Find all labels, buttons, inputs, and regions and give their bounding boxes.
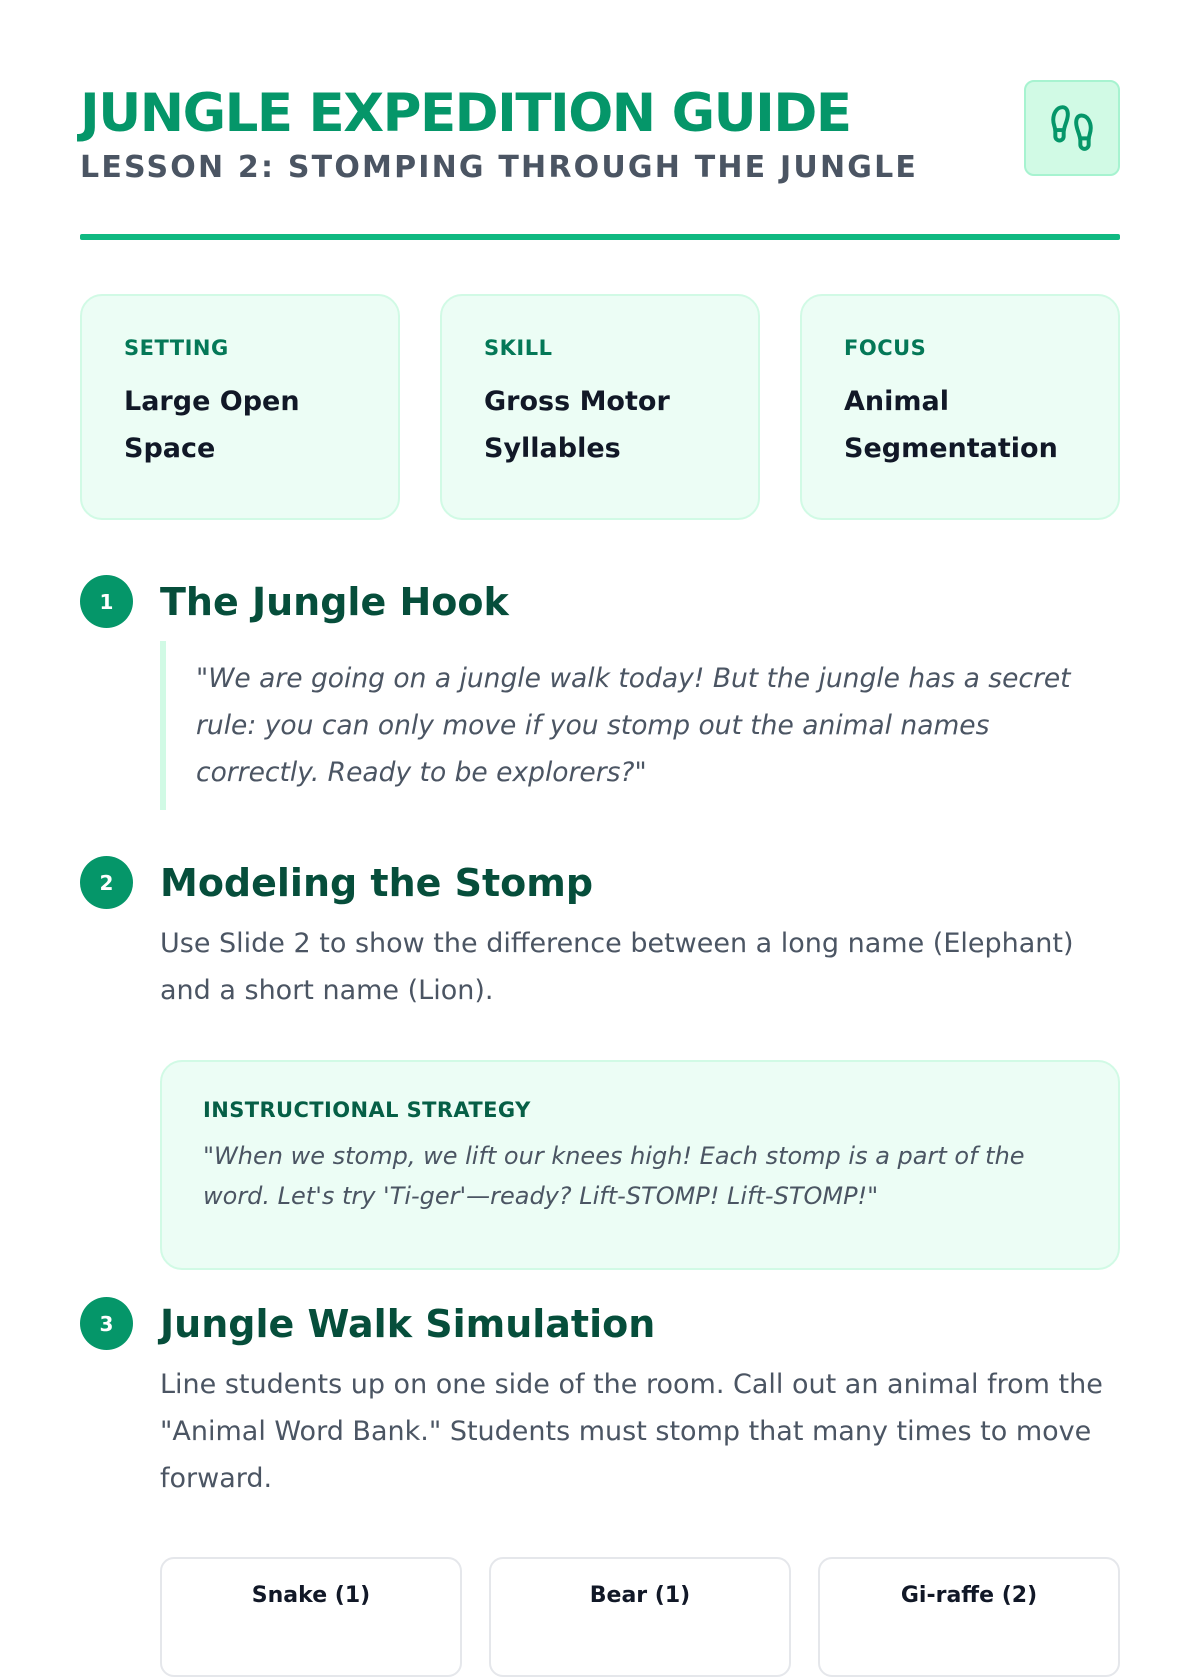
info-card-label: FOCUS [844, 336, 927, 360]
section-title: Modeling the Stomp [160, 861, 594, 905]
step-number-badge: 3 [80, 1297, 133, 1350]
info-card-value: Gross Motor Syllables [484, 386, 670, 464]
hook-quote: "We are going on a jungle walk today! But the jungle has a secret rule: you can only move if you stomp out the animal names correctly. Ready to be explorers?" [160, 641, 1108, 810]
lesson-subtitle: LESSON 2: STOMPING THROUGH THE JUNGLE [80, 150, 919, 185]
strategy-label: INSTRUCTIONAL STRATEGY [203, 1098, 531, 1122]
section-header [80, 575, 1120, 631]
section-modeling-stomp [80, 856, 1120, 1210]
info-card-label: SETTING [124, 336, 229, 360]
step-number-badge: 2 [80, 856, 133, 909]
animal-word-bank [160, 1557, 1120, 1677]
step-number-badge: 1 [80, 575, 133, 628]
lesson-page [80, 0, 1120, 1608]
section-jungle-walk [80, 1297, 1120, 1608]
info-card-value: Large Open Space [124, 386, 300, 464]
info-card-skill [440, 294, 760, 520]
info-card-focus [800, 294, 1120, 520]
section-header [80, 1297, 1120, 1353]
page-title: JUNGLE EXPEDITION GUIDE [80, 83, 851, 144]
section-title: The Jungle Hook [160, 580, 509, 624]
section-body-text: Line students up on one side of the room. Call out an animal from the "Animal Word Bank." Students must stomp that many times to move forward. [160, 1369, 1103, 1494]
info-card-label: SKILL [484, 336, 553, 360]
info-card-value: Animal Segmentation [844, 386, 1058, 464]
section-header [80, 856, 1120, 912]
section-body-text: Use Slide 2 to show the difference between a long name (Elephant) and a short name (Lion). [160, 928, 1074, 1006]
section-jungle-hook [80, 575, 1120, 788]
header-divider [80, 234, 1120, 240]
instructional-strategy-box [160, 1060, 1120, 1270]
animal-card [160, 1557, 462, 1677]
animal-name: Bear (1) [589, 1583, 691, 1608]
page-header [80, 0, 1120, 238]
footprints-icon [1024, 80, 1120, 176]
animal-card [818, 1557, 1120, 1677]
section-title: Jungle Walk Simulation [160, 1302, 656, 1346]
info-card-setting [80, 294, 400, 520]
strategy-text: "When we stomp, we lift our knees high! Each stomp is a part of the word. Let's try 'Ti-ger'—ready? Lift-STOMP! Lift-STOMP!" [203, 1142, 1025, 1210]
animal-card [489, 1557, 791, 1677]
animal-name: Snake (1) [251, 1583, 371, 1608]
animal-name: Gi-raffe (2) [900, 1583, 1038, 1608]
lesson-info-cards [80, 294, 1120, 520]
